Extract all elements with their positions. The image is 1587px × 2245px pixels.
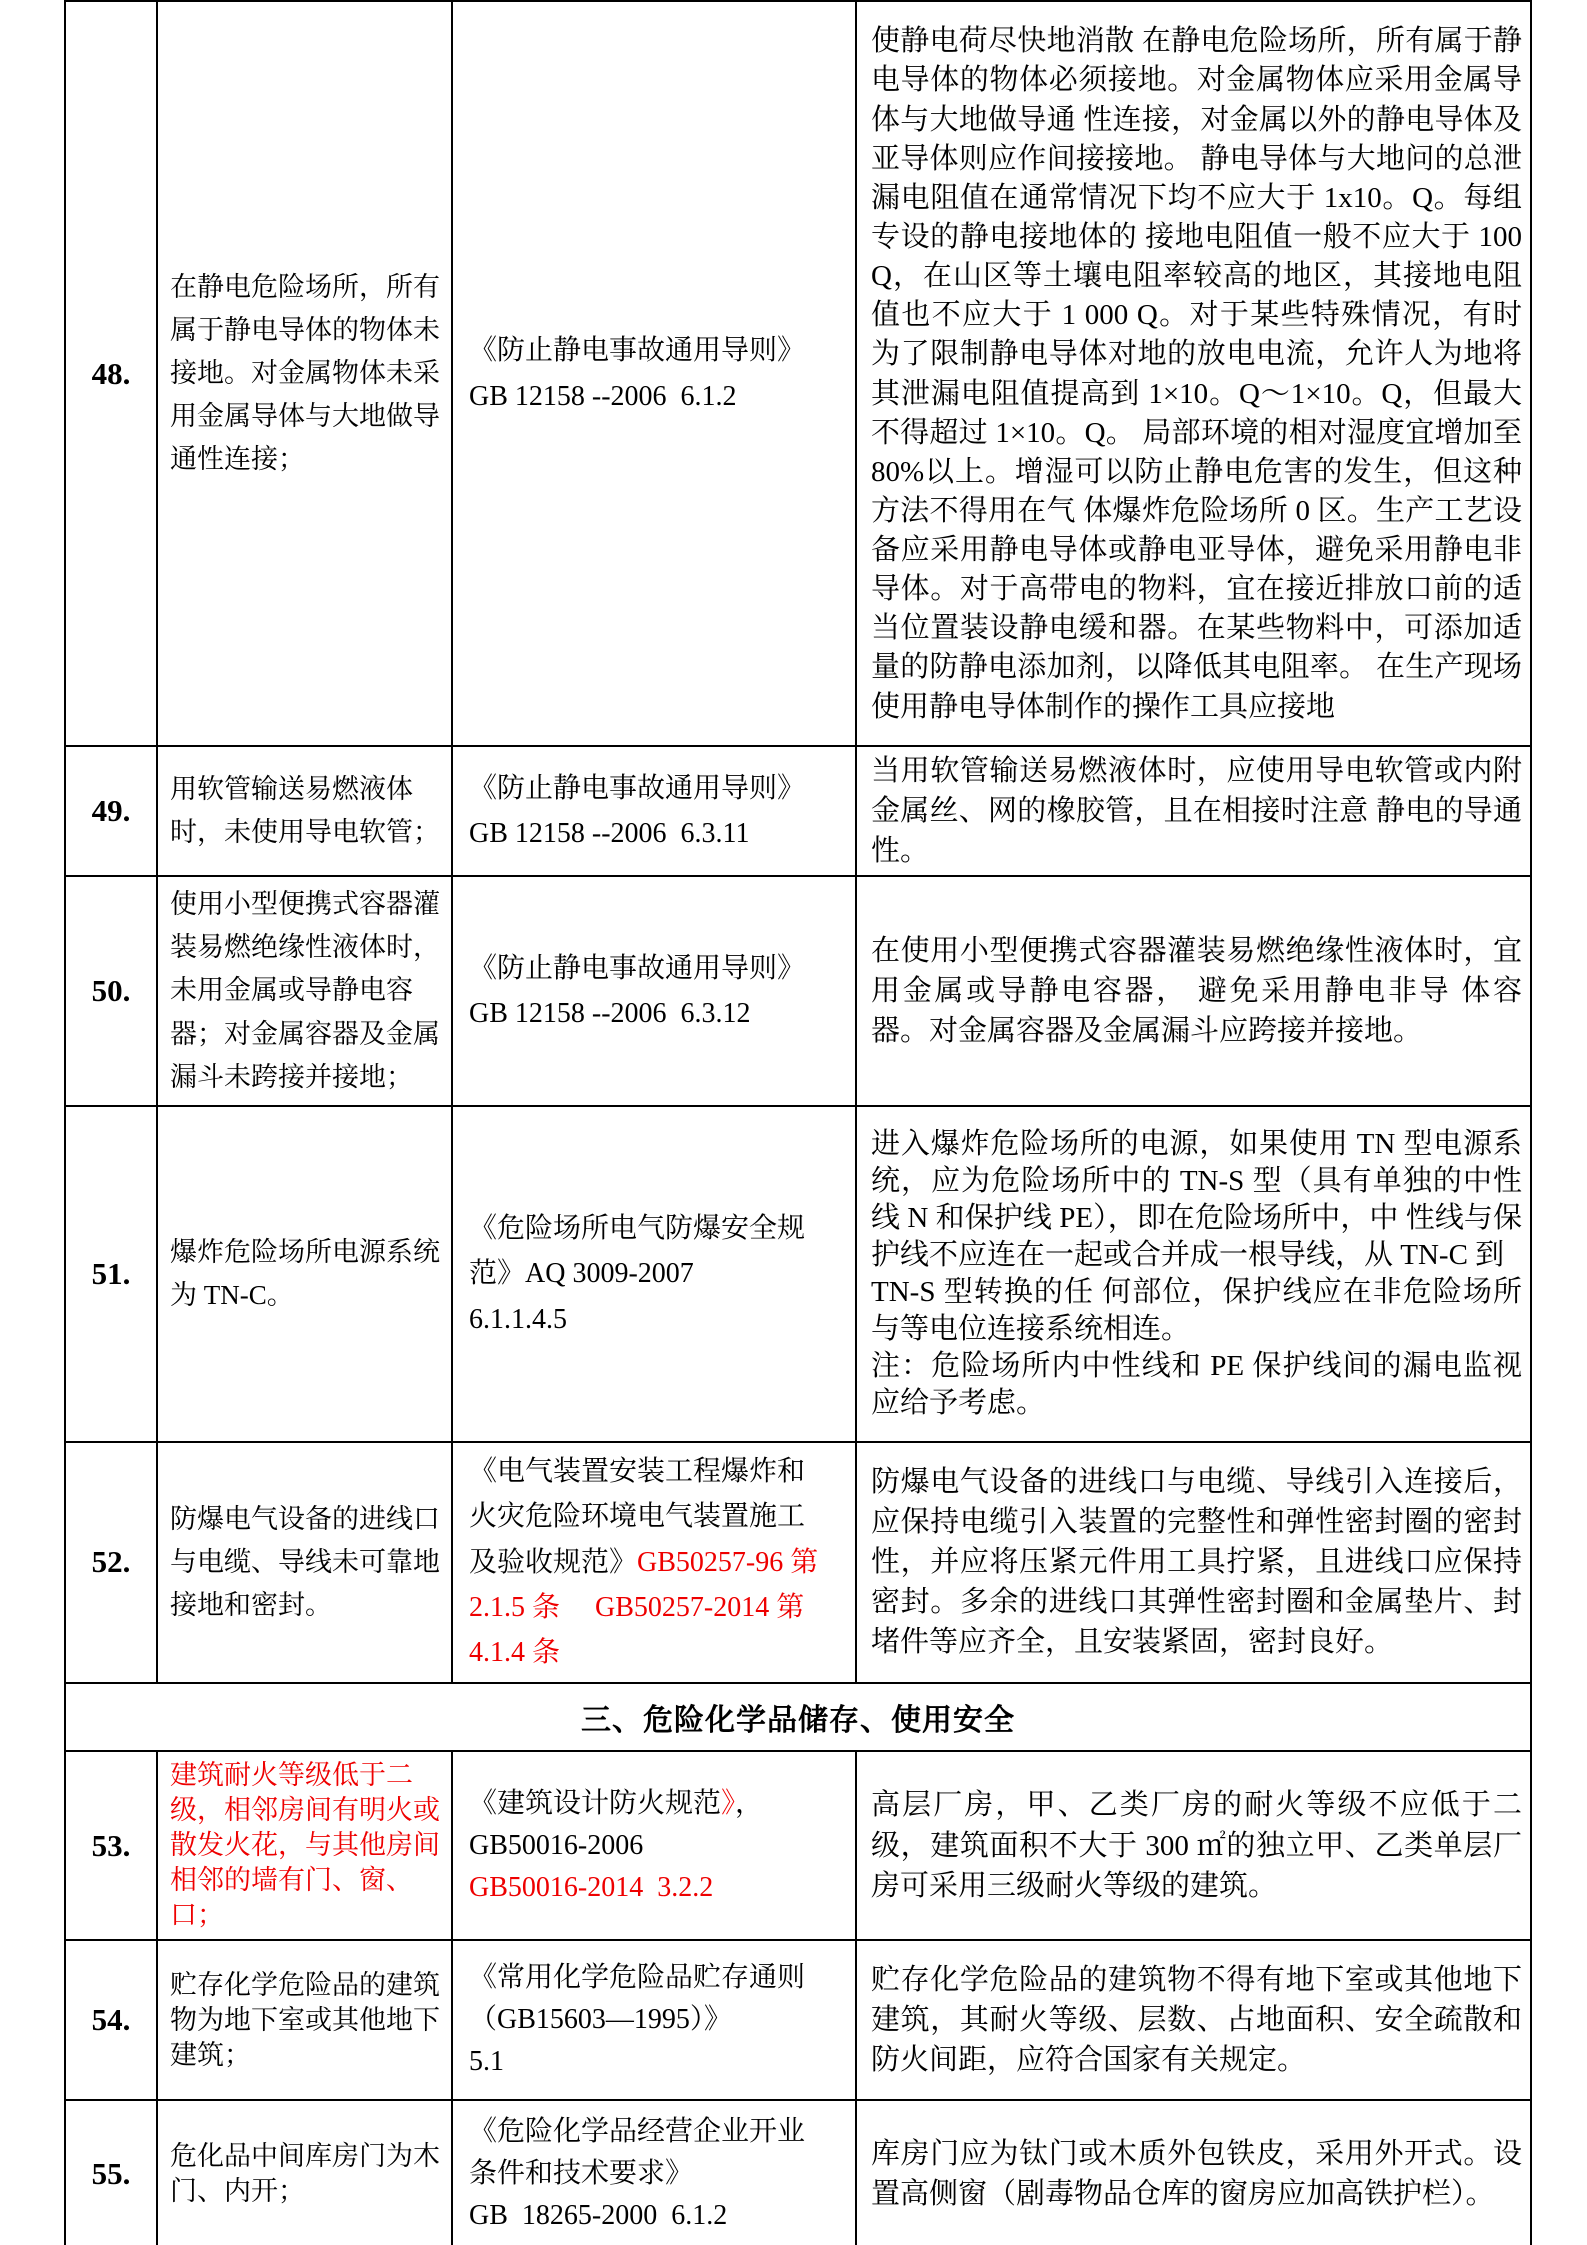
problem-cell: 防爆电气设备的进线口与电缆、导线未可靠地接地和密封。 (157, 1442, 452, 1683)
table-row-53 (65, 1751, 1531, 1940)
problem-cell (157, 1751, 452, 1940)
row-number: 55. (65, 2100, 157, 2245)
row-number: 50. (65, 876, 157, 1106)
standard-cell: 《防止静电事故通用导则》 GB 12158 --2006 6.1.2 (452, 1, 856, 746)
detail-cell: 高层厂房，甲、乙类厂房的耐火等级不应低于二级，建筑面积不大于 300 ㎡的独立甲、乙类单层厂房可采用三级耐火等级的建筑。 (856, 1751, 1531, 1940)
row-number: 52. (65, 1442, 157, 1683)
standard-red-text: GB50016-2014 3.2.2 (469, 1871, 714, 1903)
standard-cell: 《常用化学危险品贮存通则 （GB15603—1995）》 5.1 (452, 1940, 856, 2100)
table-row-50 (65, 876, 1531, 1106)
detail-cell: 在使用小型便携式容器灌装易燃绝缘性液体时，宜用金属或导静电容器， 避免采用静电非导 体容器。对金属容器及金属漏斗应跨接并接地。 (856, 876, 1531, 1106)
standard-cell: 《防止静电事故通用导则》 GB 12158 --2006 6.3.12 (452, 876, 856, 1106)
problem-cell: 用软管输送易燃液体时，未使用导电软管； (157, 746, 452, 876)
section-header: 三、危险化学品储存、使用安全 (65, 1683, 1531, 1751)
standard-text: ， GB50016-2006 (469, 1787, 764, 1861)
detail-cell: 使静电荷尽快地消散 在静电危险场所，所有属于静电导体的物体必须接地。对金属物体应采用金属导体与大地做导通 性连接，对金属以外的静电导体及亚导体则应作间接接地。 静电导体与大地问的总泄漏电阻值在通常情况下均不应大于 1x10。Q。每组专设的静电接地体的 接地电阻值一般不应大于 100 Q，在山区等土壤电阻率较高的地区，其接地电阻值也不应大于 1 000 Q。对于某些特殊情况，有时为了限制静电导体对地的放电电流，允许人为地将其泄漏电阻值提高到 1×10。Q～1×10。Q，但最大不得超过 1×10。Q。 局部环境的相对湿度宜增加至 80%以上。增湿可以防止静电危害的发生，但这种方法不得用在气 体爆炸危险场所 0 区。生产工艺设备应采用静电导体或静电亚导体，避免采用静电非导体。对于高带电的物料，宜在接近排放口前的适当位置装设静电缓和器。在某些物料中，可添加适量的防静电添加剂，以降低其电阻率。 在生产现场使用静电导体制作的操作工具应接地 (856, 1, 1531, 746)
standard-red-text: GB50257-96 第 2.1.5 条 GB50257-2014 第 4.1.4 条 (469, 1546, 819, 1669)
standard-text: 《电气装置安装工程爆炸和 火灾危险环境电气装置施工 及验收规范》 (469, 1455, 806, 1578)
standard-cell: 《危险化学品经营企业开业 条件和技术要求》 GB 18265-2000 6.1.2 (452, 2100, 856, 2245)
detail-cell: 库房门应为钛门或木质外包铁皮，采用外开式。设置高侧窗（剧毒物品仓库的窗房应加高铁护栏）。 (856, 2100, 1531, 2245)
table-row-55 (65, 2100, 1531, 2245)
table-row-51 (65, 1106, 1531, 1442)
standard-red-text: 》 (721, 1787, 736, 1819)
section-header-row (65, 1683, 1531, 1751)
standard-text: 《建筑设计防火规范 (469, 1787, 722, 1819)
problem-red-text: 建筑耐火等级低于二级，相邻房间有明火或散发火花，与其他房间相邻的墙有门、窗、口； (170, 1759, 440, 1931)
table-row-54 (65, 1940, 1531, 2100)
row-number: 54. (65, 1940, 157, 2100)
problem-cell: 在静电危险场所，所有属于静电导体的物体未接地。对金属物体未采用金属导体与大地做导通性连接； (157, 1, 452, 746)
row-number: 48. (65, 1, 157, 746)
detail-cell: 防爆电气设备的进线口与电缆、导线引入连接后，应保持电缆引入装置的完整性和弹性密封圈的密封性，并应将压紧元件用工具拧紧，且进线口应保持密封。多余的进线口其弹性密封圈和金属垫片、封堵件等应齐全，且安装紧固，密封良好。 (856, 1442, 1531, 1683)
detail-cell: 贮存化学危险品的建筑物不得有地下室或其他地下建筑，其耐火等级、层数、占地面积、安全疏散和防火间距，应符合国家有关规定。 (856, 1940, 1531, 2100)
row-number: 53. (65, 1751, 157, 1940)
standard-cell: 《危险场所电气防爆安全规 范》AQ 3009-2007 6.1.1.4.5 (452, 1106, 856, 1442)
table-row-48 (65, 1, 1531, 746)
problem-cell: 爆炸危险场所电源系统为 TN-C。 (157, 1106, 452, 1442)
problem-cell: 使用小型便携式容器灌装易燃绝缘性液体时，未用金属或导静电容器；对金属容器及金属漏斗未跨接并接地； (157, 876, 452, 1106)
row-number: 49. (65, 746, 157, 876)
row-number: 51. (65, 1106, 157, 1442)
table-row-49 (65, 746, 1531, 876)
standard-cell (452, 1442, 856, 1683)
standard-cell: 《防止静电事故通用导则》 GB 12158 --2006 6.3.11 (452, 746, 856, 876)
standard-cell (452, 1751, 856, 1940)
detail-cell: 进入爆炸危险场所的电源，如果使用 TN 型电源系统，应为危险场所中的 TN-S 型（具有单独的中性线 N 和保护线 PE），即在危险场所中，中 性线与保护线不应连在一起或合并成一根导线，从 TN-C 到 TN-S 型转换的任 何部位，保护线应在非危险场所与等电位连接系统相连。 注：危险场所内中性线和 PE 保护线间的漏电监视应给予考虑。 (856, 1106, 1531, 1442)
problem-cell: 危化品中间库房门为木门、内开； (157, 2100, 452, 2245)
detail-cell: 当用软管输送易燃液体时，应使用导电软管或内附金属丝、网的橡胶管，且在相接时注意 静电的导通性。 (856, 746, 1531, 876)
table-row-52 (65, 1442, 1531, 1683)
problem-cell: 贮存化学危险品的建筑物为地下室或其他地下建筑； (157, 1940, 452, 2100)
hazard-checklist-table (64, 0, 1532, 2245)
